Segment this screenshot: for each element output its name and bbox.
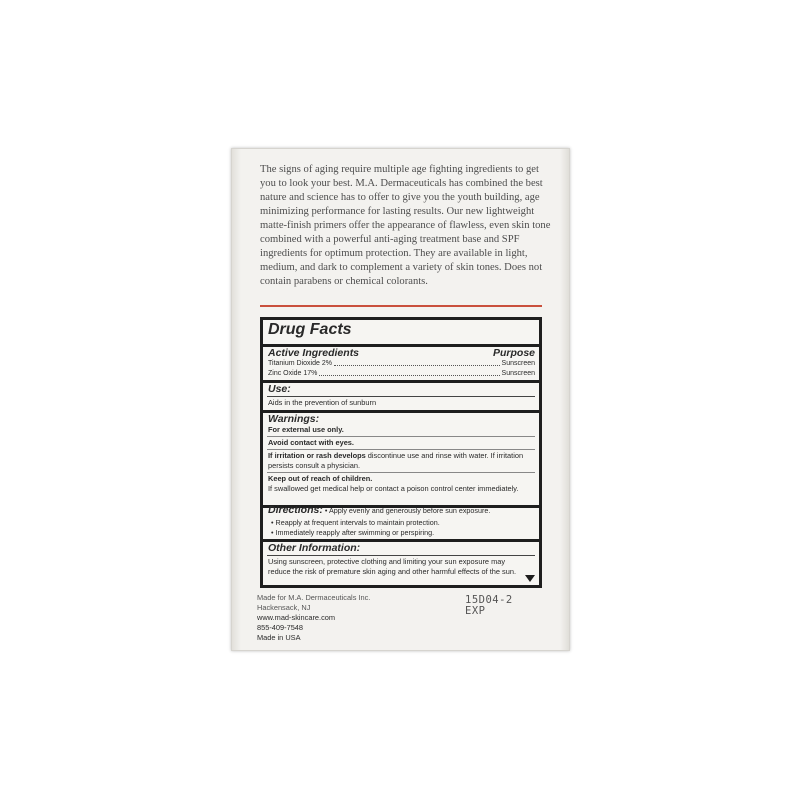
dot-leader [319, 375, 499, 376]
warning-divider [267, 472, 535, 473]
warning-divider [267, 436, 535, 437]
box-left-edge [232, 149, 241, 650]
warning-irritation-lead: If irritation or rash develops [268, 451, 366, 460]
down-triangle-icon [525, 575, 535, 582]
warning-divider [267, 449, 535, 450]
directions-heading: Directions: [268, 504, 323, 516]
direction-item: • Immediately reapply after swimming or perspiring. [271, 528, 435, 537]
ingredient-row [268, 369, 535, 378]
lot-number: 15D04-2 [465, 594, 513, 606]
ingredient-name: Titanium Dioxide 2% [268, 360, 332, 367]
use-heading: Use: [268, 383, 291, 395]
purpose-heading: Purpose [492, 347, 535, 359]
ingredient-row [268, 359, 535, 368]
other-information-heading: Other Information: [268, 542, 361, 554]
ingredient-purpose: Sunscreen [501, 370, 535, 377]
country-of-origin: Made in USA [257, 633, 301, 642]
manufacturer-info [257, 593, 370, 643]
other-information-text: Using sunscreen, protective clothing and limiting your sun exposure may reduce the risk of premature skin aging and other harmful effects of the sun. [268, 557, 516, 576]
drug-facts-title: Drug Facts [268, 321, 352, 338]
warning-external-use: For external use only. [268, 425, 344, 434]
warning-irritation-body: discontinue use and rinse with water. If irritation persists consult a physician. [268, 451, 524, 470]
accent-divider [260, 305, 542, 307]
drug-facts-panel [260, 317, 542, 588]
warning-children: Keep out of reach of children. [268, 474, 373, 483]
active-ingredients-heading: Active Ingredients [268, 347, 360, 359]
use-text: Aids in the prevention of sunburn [268, 398, 377, 407]
directions-first-line [268, 506, 490, 515]
warnings-heading: Warnings: [268, 413, 320, 425]
lot-code-stamp [465, 595, 513, 617]
manufacturer-phone: 855-409-7548 [257, 623, 304, 632]
intro-paragraph: The signs of aging require multiple age fighting ingredients to get you to look your best. M.A. Dermaceuticals has combined the best nature and science has to offer to give you the youth building, age minimizing performance for lasting results. Our new lightweight matte-finish primers offer the appearance of flawless, even skin tone combined with a powerful anti-aging treatment base and SPF ingredients for optimum protection. They are available in light, medium, and dark to complement a variety of skin tones. Does not contain parabens or chemical colorants. [260, 164, 551, 287]
dot-leader [334, 365, 500, 366]
ingredient-purpose: Sunscreen [501, 360, 535, 367]
manufacturer-name: Made for M.A. Dermaceuticals Inc. [257, 593, 371, 602]
ingredient-name: Zinc Oxide 17% [268, 370, 318, 377]
manufacturer-website: www.mad-skincare.com [257, 613, 336, 622]
product-box-back-panel [231, 148, 570, 651]
expiry-label: EXP [465, 605, 486, 617]
manufacturer-location: Hackensack, NJ [257, 603, 311, 612]
warning-swallowed: If swallowed get medical help or contact a poison control center immediately. [268, 484, 519, 493]
warning-eyes: Avoid contact with eyes. [268, 438, 354, 447]
direction-item: • Reapply at frequent intervals to maintain protection. [271, 518, 440, 527]
section-rule [263, 380, 539, 383]
direction-item: • Apply evenly and generously before sun exposure. [324, 506, 491, 515]
box-right-edge [560, 149, 569, 650]
warning-irritation [268, 451, 534, 470]
use-rule [267, 396, 535, 397]
other-information-rule [267, 555, 535, 556]
